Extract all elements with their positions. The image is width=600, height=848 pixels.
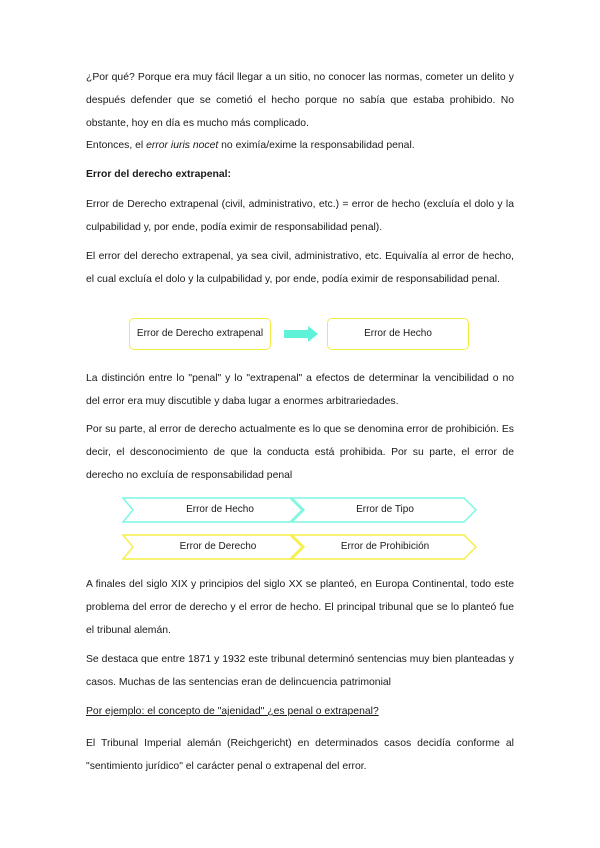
paragraph-siglo-xix: A finales del siglo XIX y principios del siglo XX se planteó, en Europa Continental, todo este problema del error de derecho y el error de hecho. El principal tribunal que se lo planteó fue el tribunal alemán.: [86, 579, 514, 636]
paragraph-tribunal-imperial: El Tribunal Imperial alemán (Reichgericht) en determinados casos decidía conforme al "sentimiento jurídico" el carácter penal o extrapenal del error.: [86, 738, 514, 772]
chevron-label-error-hecho: Error de Hecho: [186, 504, 254, 515]
chevron-label-error-derecho: Error de Derecho: [179, 541, 257, 552]
right-arrow-icon: [284, 326, 318, 342]
paragraph-equivalia: El error del derecho extrapenal, ya sea civil, administrativo, etc. Equivalía al error de hecho, el cual excluía el dolo y la culpabilidad y, por ende, podía eximir de responsabilidad penal.: [86, 251, 514, 285]
text-fragment: Entonces, el: [86, 140, 147, 151]
paragraph-por-que: ¿Por qué? Porque era muy fácil llegar a un sitio, no conocer las normas, cometer un delito y después defender que se cometió el hecho porque no sabía que estaba prohibido. No obstante, hoy en día es mucho más complicado.: [86, 72, 514, 129]
section-heading: Error del derecho extrapenal:: [86, 169, 231, 180]
paragraph-error-derecho-extrapenal: Error de Derecho extrapenal (civil, administrativo, etc.) = error de hecho (excluía el dolo y la culpabilidad y, por ende, podía eximir de responsabilidad penal).: [86, 199, 514, 233]
italic-term: error iuris nocet: [146, 140, 219, 151]
paragraph-error-iuris: [86, 134, 514, 157]
paragraph-ejemplo-ajenidad: Por ejemplo: el concepto de "ajenidad" ¿es penal o extrapenal?: [86, 706, 379, 717]
text-fragment: no eximía/exime la responsabilidad penal.: [218, 140, 415, 151]
diagram-box-error-hecho: Error de Hecho: [327, 318, 469, 350]
paragraph-por-su-parte: Por su parte, al error de derecho actualmente es lo que se denomina error de prohibición. Es decir, el desconocimiento de que la conducta está prohibida. Por su parte, el error de derecho no excluía de responsabilidad penal: [86, 424, 514, 481]
chevron-label-error-tipo: Error de Tipo: [356, 504, 414, 515]
paragraph-1871-1932: Se destaca que entre 1871 y 1932 este tribunal determinó sentencias muy bien planteadas y casos. Muchas de las sentencias eran de delincuencia patrimonial: [86, 654, 514, 688]
paragraph-distincion: La distinción entre lo "penal" y lo "extrapenal" a efectos de determinar la vencibilidad o no del error era muy discutible y daba lugar a enormes arbitrariedades.: [86, 373, 514, 407]
diagram-box-error-derecho-extrapenal: Error de Derecho extrapenal: [129, 318, 271, 350]
chevron-label-error-prohibicion: Error de Prohibición: [340, 541, 430, 552]
